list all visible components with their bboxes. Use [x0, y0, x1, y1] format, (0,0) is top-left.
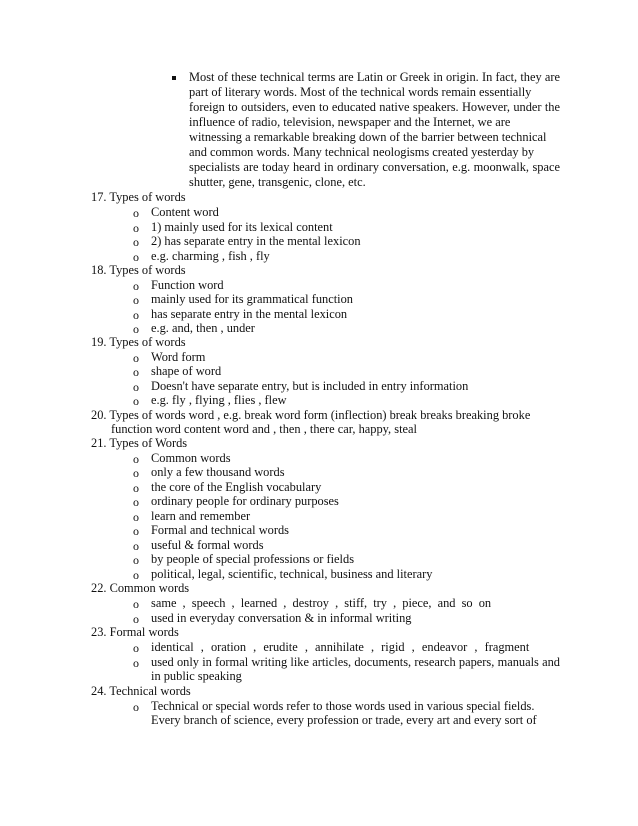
circle-bullet-icon: o — [133, 495, 139, 509]
list-item: 2) has separate entry in the mental lexicon — [151, 234, 361, 248]
section-heading-continuation: function word content word and , then , there car, happy, steal — [111, 422, 417, 436]
list-item: Technical or special words refer to those words used in various special fields. — [151, 699, 535, 713]
list-item: e.g. and, then , under — [151, 321, 255, 335]
list-item: Word form — [151, 350, 206, 364]
intro-line: part of literary words. Most of the technical words remain essentially — [189, 85, 532, 99]
list-item: by people of special professions or fields — [151, 552, 355, 566]
section-heading: 21. Types of Words — [91, 436, 188, 450]
list-item: e.g. charming , fish , fly — [151, 249, 270, 263]
list-item: used in everyday conversation & in informal writing — [151, 611, 412, 625]
circle-bullet-icon: o — [133, 279, 139, 293]
circle-bullet-icon: o — [133, 524, 139, 538]
circle-bullet-icon: o — [133, 656, 139, 670]
circle-bullet-icon: o — [133, 394, 139, 408]
list-item: e.g. fly , flying , flies , flew — [151, 393, 287, 407]
list-item: learn and remember — [151, 509, 251, 523]
list-item: identical , oration , erudite , annihilate , rigid , endeavor , fragment — [151, 640, 530, 654]
list-item: mainly used for its grammatical function — [151, 292, 353, 306]
list-item: political, legal, scientific, technical, business and literary — [151, 567, 433, 581]
intro-line: specialists are today heard in ordinary conversation, e.g. moonwalk, space — [189, 160, 560, 174]
circle-bullet-icon: o — [133, 293, 139, 307]
circle-bullet-icon: o — [133, 221, 139, 235]
section-heading: 18. Types of words — [91, 263, 186, 277]
circle-bullet-icon: o — [133, 206, 139, 220]
list-item-continuation: in public speaking — [151, 669, 242, 683]
circle-bullet-icon: o — [133, 510, 139, 524]
circle-bullet-icon: o — [133, 380, 139, 394]
circle-bullet-icon: o — [133, 539, 139, 553]
list-item: Function word — [151, 278, 224, 292]
intro-line: foreign to outsiders, even to educated native speakers. However, under the — [189, 100, 560, 114]
list-item: has separate entry in the mental lexicon — [151, 307, 348, 321]
list-item: shape of word — [151, 364, 222, 378]
circle-bullet-icon: o — [133, 365, 139, 379]
circle-bullet-icon: o — [133, 481, 139, 495]
list-item: useful & formal words — [151, 538, 264, 552]
list-item: the core of the English vocabulary — [151, 480, 322, 494]
list-item: Content word — [151, 205, 219, 219]
circle-bullet-icon: o — [133, 322, 139, 336]
circle-bullet-icon: o — [133, 466, 139, 480]
intro-line: shutter, gene, transgenic, clone, etc. — [189, 175, 366, 189]
circle-bullet-icon: o — [133, 597, 139, 611]
list-item-continuation: Every branch of science, every profession or trade, every art and every sort of — [151, 713, 537, 727]
circle-bullet-icon: o — [133, 700, 139, 714]
intro-line: influence of radio, television, newspaper and the Internet, we are — [189, 115, 511, 129]
circle-bullet-icon: o — [133, 568, 139, 582]
circle-bullet-icon: o — [133, 641, 139, 655]
list-item: 1) mainly used for its lexical content — [151, 220, 333, 234]
section-heading: 23. Formal words — [91, 625, 179, 639]
circle-bullet-icon: o — [133, 235, 139, 249]
circle-bullet-icon: o — [133, 612, 139, 626]
list-item: ordinary people for ordinary purposes — [151, 494, 339, 508]
circle-bullet-icon: o — [133, 553, 139, 567]
list-item: Common words — [151, 451, 231, 465]
intro-line: and common words. Many technical neologisms created yesterday by — [189, 145, 535, 159]
circle-bullet-icon: o — [133, 351, 139, 365]
list-item: Formal and technical words — [151, 523, 289, 537]
circle-bullet-icon: o — [133, 452, 139, 466]
intro-line: Most of these technical terms are Latin or Greek in origin. In fact, they are — [189, 70, 560, 84]
square-bullet-icon — [172, 76, 176, 80]
section-heading: 22. Common words — [91, 581, 190, 595]
section-heading: 24. Technical words — [91, 684, 191, 698]
section-heading: 17. Types of words — [91, 190, 186, 204]
circle-bullet-icon: o — [133, 308, 139, 322]
list-item: same , speech , learned , destroy , stiff, try , piece, and so on — [151, 596, 492, 610]
section-heading: 20. Types of words word , e.g. break word form (inflection) break breaks breaking broke — [91, 408, 531, 422]
list-item: only a few thousand words — [151, 465, 285, 479]
list-item: used only in formal writing like articles, documents, research papers, manuals and — [151, 655, 560, 669]
list-item: Doesn't have separate entry, but is included in entry information — [151, 379, 469, 393]
section-heading: 19. Types of words — [91, 335, 186, 349]
intro-line: witnessing a remarkable breaking down of the barrier between technical — [189, 130, 547, 144]
circle-bullet-icon: o — [133, 250, 139, 264]
